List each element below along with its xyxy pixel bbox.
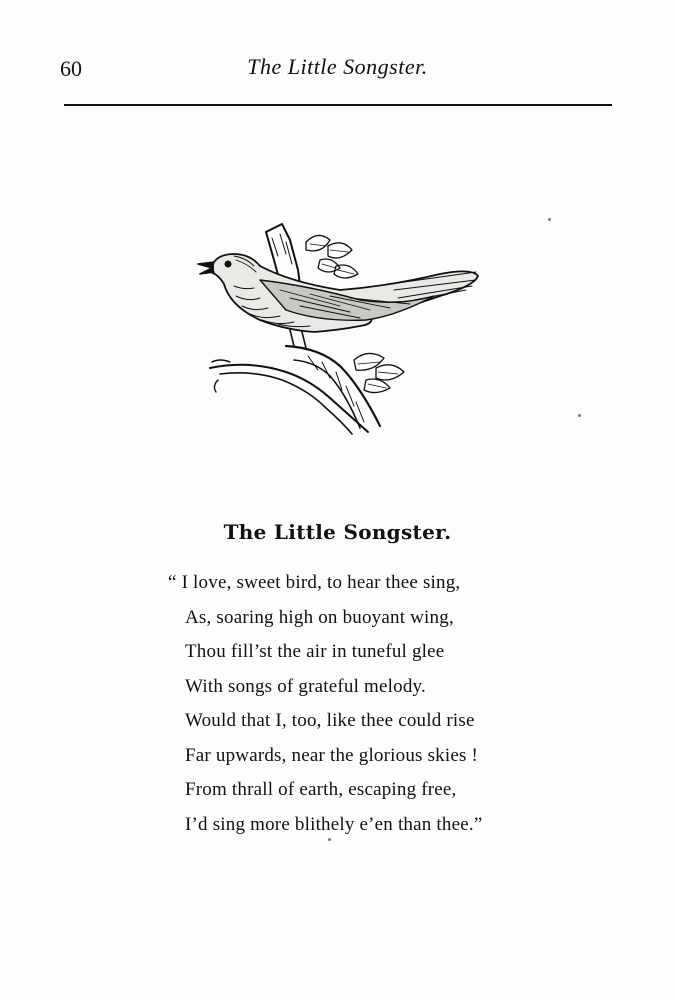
poem-line: As, soaring high on buoyant wing,	[185, 606, 454, 628]
page-number: 60	[60, 56, 82, 81]
poem-title: The Little Songster.	[223, 520, 452, 544]
running-head	[0, 52, 675, 88]
poem-line: Far upwards, near the glorious skies !	[185, 744, 479, 766]
poem-line: I’d sing more blithely e’en than thee.”	[185, 813, 483, 835]
header-rule	[64, 104, 612, 106]
poem-line: “ I love, sweet bird, to hear thee sing,	[168, 572, 461, 593]
running-title: The Little Songster.	[247, 54, 428, 79]
poem-line: Would that I, too, like thee could rise	[185, 710, 475, 731]
poem-line: Thou fill’st the air in tuneful glee	[185, 641, 445, 662]
songbird-on-branch-engraving-icon	[190, 210, 490, 440]
poem-line: With songs of grateful melody.	[185, 675, 426, 697]
paper-speck	[328, 838, 331, 841]
paper-speck	[578, 414, 581, 417]
paper-speck	[548, 218, 551, 221]
poem-line: From thrall of earth, escaping free,	[185, 779, 457, 800]
poem-stanza	[168, 566, 548, 842]
